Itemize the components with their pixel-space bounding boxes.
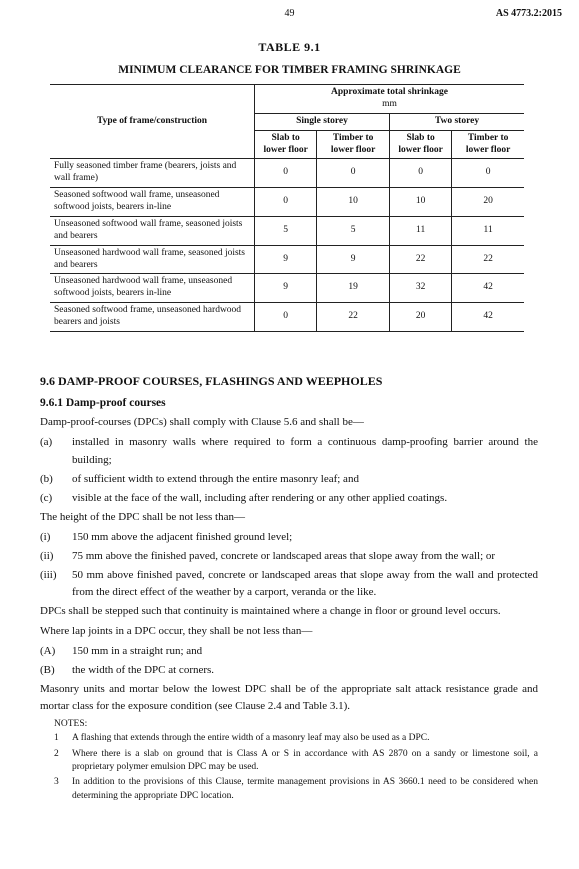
col-header-shrinkage xyxy=(255,85,525,114)
paragraph-stepped: DPCs shall be stepped such that continuity is maintained where a change in floor or ground level occurs. xyxy=(40,604,501,617)
shrinkage-value-cell: 0 xyxy=(452,159,524,188)
list-item-marker: (i) xyxy=(40,530,51,543)
list-item-text: visible at the face of the wall, including after rendering or any other applied coatings. xyxy=(72,491,448,504)
shrinkage-value-cell: 9 xyxy=(255,245,317,274)
note-item-text: A flashing that extends through the entire width of a masonry leaf may also be used as a DPC. xyxy=(72,733,430,744)
table-caption: MINIMUM CLEARANCE FOR TIMBER FRAMING SHRINKAGE xyxy=(118,64,461,76)
requirements-list xyxy=(40,434,538,506)
list-item-marker: (ii) xyxy=(40,549,54,562)
list-item-marker: (b) xyxy=(40,472,53,485)
shrinkage-value-cell: 0 xyxy=(255,188,317,217)
shrinkage-value-cell: 9 xyxy=(255,274,317,303)
shrinkage-label: Approximate total shrinkage xyxy=(331,87,448,97)
col-header-sub: Timber to lower floor xyxy=(452,130,524,159)
lap-list xyxy=(40,643,538,679)
paragraph-masonry: Masonry units and mortar below the lowest DPC shall be of the appropriate salt attack resistance grade and mortar class for the exposure condition (see Clause 2.4 and Table 3.1). xyxy=(40,683,538,713)
list-item-marker: (B) xyxy=(40,664,55,677)
shrinkage-value-cell: 19 xyxy=(317,274,390,303)
notes-block xyxy=(54,718,538,803)
shrinkage-value-cell: 0 xyxy=(389,159,451,188)
paragraph-lap: Where lap joints in a DPC occur, they shall be not less than— xyxy=(40,624,313,637)
list-item xyxy=(40,490,538,507)
paragraph-intro: Damp-proof-courses (DPCs) shall comply with Clause 5.6 and shall be— xyxy=(40,416,364,429)
col-header-sub: Timber to lower floor xyxy=(317,130,390,159)
shrinkage-unit: mm xyxy=(382,98,397,109)
note-item xyxy=(54,776,538,803)
height-list xyxy=(40,529,538,601)
shrinkage-value-cell: 10 xyxy=(389,188,451,217)
table-row xyxy=(50,159,524,188)
list-item xyxy=(40,434,538,468)
frame-type-cell: Fully seasoned timber frame (bearers, joists and wall frame) xyxy=(50,159,255,188)
list-item-text: 150 mm in a straight run; and xyxy=(72,644,203,657)
list-item-text: 75 mm above the finished paved, concrete or landscaped areas that slope away from the wall; or xyxy=(72,549,496,562)
shrinkage-value-cell: 42 xyxy=(452,274,524,303)
list-item-marker: (a) xyxy=(40,436,53,449)
table-row xyxy=(50,216,524,245)
frame-type-cell: Unseasoned softwood wall frame, seasoned joists and bearers xyxy=(50,216,255,245)
list-item-text: 50 mm above finished paved, concrete or landscaped areas that slope away from the wall and protected from the direct effect of the weather by a carport, veranda or the like. xyxy=(72,568,538,598)
section-body xyxy=(40,372,538,805)
shrinkage-value-cell: 0 xyxy=(255,159,317,188)
shrinkage-value-cell: 10 xyxy=(317,188,390,217)
notes-list xyxy=(54,732,538,802)
list-item xyxy=(40,548,538,565)
col-header-single-storey: Single storey xyxy=(255,113,390,130)
section-heading: 9.6 DAMP-PROOF COURSES, FLASHINGS AND WEEPHOLES xyxy=(40,374,383,388)
page-number: 49 xyxy=(284,8,295,19)
paragraph-height: The height of the DPC shall be not less than— xyxy=(40,510,245,523)
list-item xyxy=(40,471,538,488)
shrinkage-value-cell: 5 xyxy=(255,216,317,245)
list-item-text: the width of the DPC at corners. xyxy=(72,664,215,677)
note-item-marker: 1 xyxy=(54,733,59,744)
shrinkage-value-cell: 22 xyxy=(389,245,451,274)
table-row xyxy=(50,188,524,217)
shrinkage-value-cell: 20 xyxy=(389,303,451,332)
shrinkage-value-cell: 32 xyxy=(389,274,451,303)
note-item-marker: 3 xyxy=(54,777,59,788)
list-item-text: of sufficient width to extend through the entire masonry leaf; and xyxy=(72,472,359,485)
frame-type-cell: Unseasoned hardwood wall frame, unseasoned softwood joists, bearers in-line xyxy=(50,274,255,303)
subsection-heading: 9.6.1 Damp-proof courses xyxy=(40,396,166,409)
note-item-text: In addition to the provisions of this Clause, termite management provisions in AS 3660.1 need to be considered when determining the appropriate DPC location. xyxy=(72,777,538,801)
list-item-text: installed in masonry walls where required to form a continuous damp-proofing barrier around the building; xyxy=(72,436,538,466)
shrinkage-value-cell: 5 xyxy=(317,216,390,245)
note-item xyxy=(54,732,538,745)
list-item xyxy=(40,567,538,601)
col-header-two-storey: Two storey xyxy=(389,113,524,130)
list-item xyxy=(40,643,538,660)
shrinkage-value-cell: 22 xyxy=(452,245,524,274)
list-item xyxy=(40,662,538,679)
note-item-marker: 2 xyxy=(54,748,59,759)
note-item-text: Where there is a slab on ground that is Class A or S in accordance with AS 2870 on a sandy or limestone soil, a proprietary polymer emulsion DPC may be used. xyxy=(72,748,538,773)
col-header-sub: Slab to lower floor xyxy=(389,130,451,159)
shrinkage-value-cell: 22 xyxy=(317,303,390,332)
table-row xyxy=(50,274,524,303)
frame-type-cell: Seasoned softwood frame, unseasoned hardwood bearers and joists xyxy=(50,303,255,332)
note-item xyxy=(54,748,538,775)
shrinkage-value-cell: 0 xyxy=(317,159,390,188)
list-item-text: 150 mm above the adjacent finished ground level; xyxy=(72,530,293,543)
standard-id: AS 4773.2:2015 xyxy=(495,8,562,19)
shrinkage-value-cell: 20 xyxy=(452,188,524,217)
notes-title: NOTES: xyxy=(54,719,88,730)
shrinkage-value-cell: 11 xyxy=(389,216,451,245)
list-item xyxy=(40,529,538,546)
frame-type-cell: Unseasoned hardwood wall frame, seasoned joists and bearers xyxy=(50,245,255,274)
col-header-type: Type of frame/construction xyxy=(50,85,255,159)
table-row xyxy=(50,303,524,332)
table-label: TABLE 9.1 xyxy=(258,40,321,54)
list-item-marker: (iii) xyxy=(40,568,57,581)
list-item-marker: (c) xyxy=(40,491,53,504)
list-item-marker: (A) xyxy=(40,644,56,657)
table-row xyxy=(50,245,524,274)
clearance-table xyxy=(50,84,524,332)
col-header-sub: Slab to lower floor xyxy=(255,130,317,159)
frame-type-cell: Seasoned softwood wall frame, unseasoned softwood joists, bearers in-line xyxy=(50,188,255,217)
shrinkage-value-cell: 0 xyxy=(255,303,317,332)
shrinkage-value-cell: 9 xyxy=(317,245,390,274)
shrinkage-value-cell: 42 xyxy=(452,303,524,332)
shrinkage-value-cell: 11 xyxy=(452,216,524,245)
